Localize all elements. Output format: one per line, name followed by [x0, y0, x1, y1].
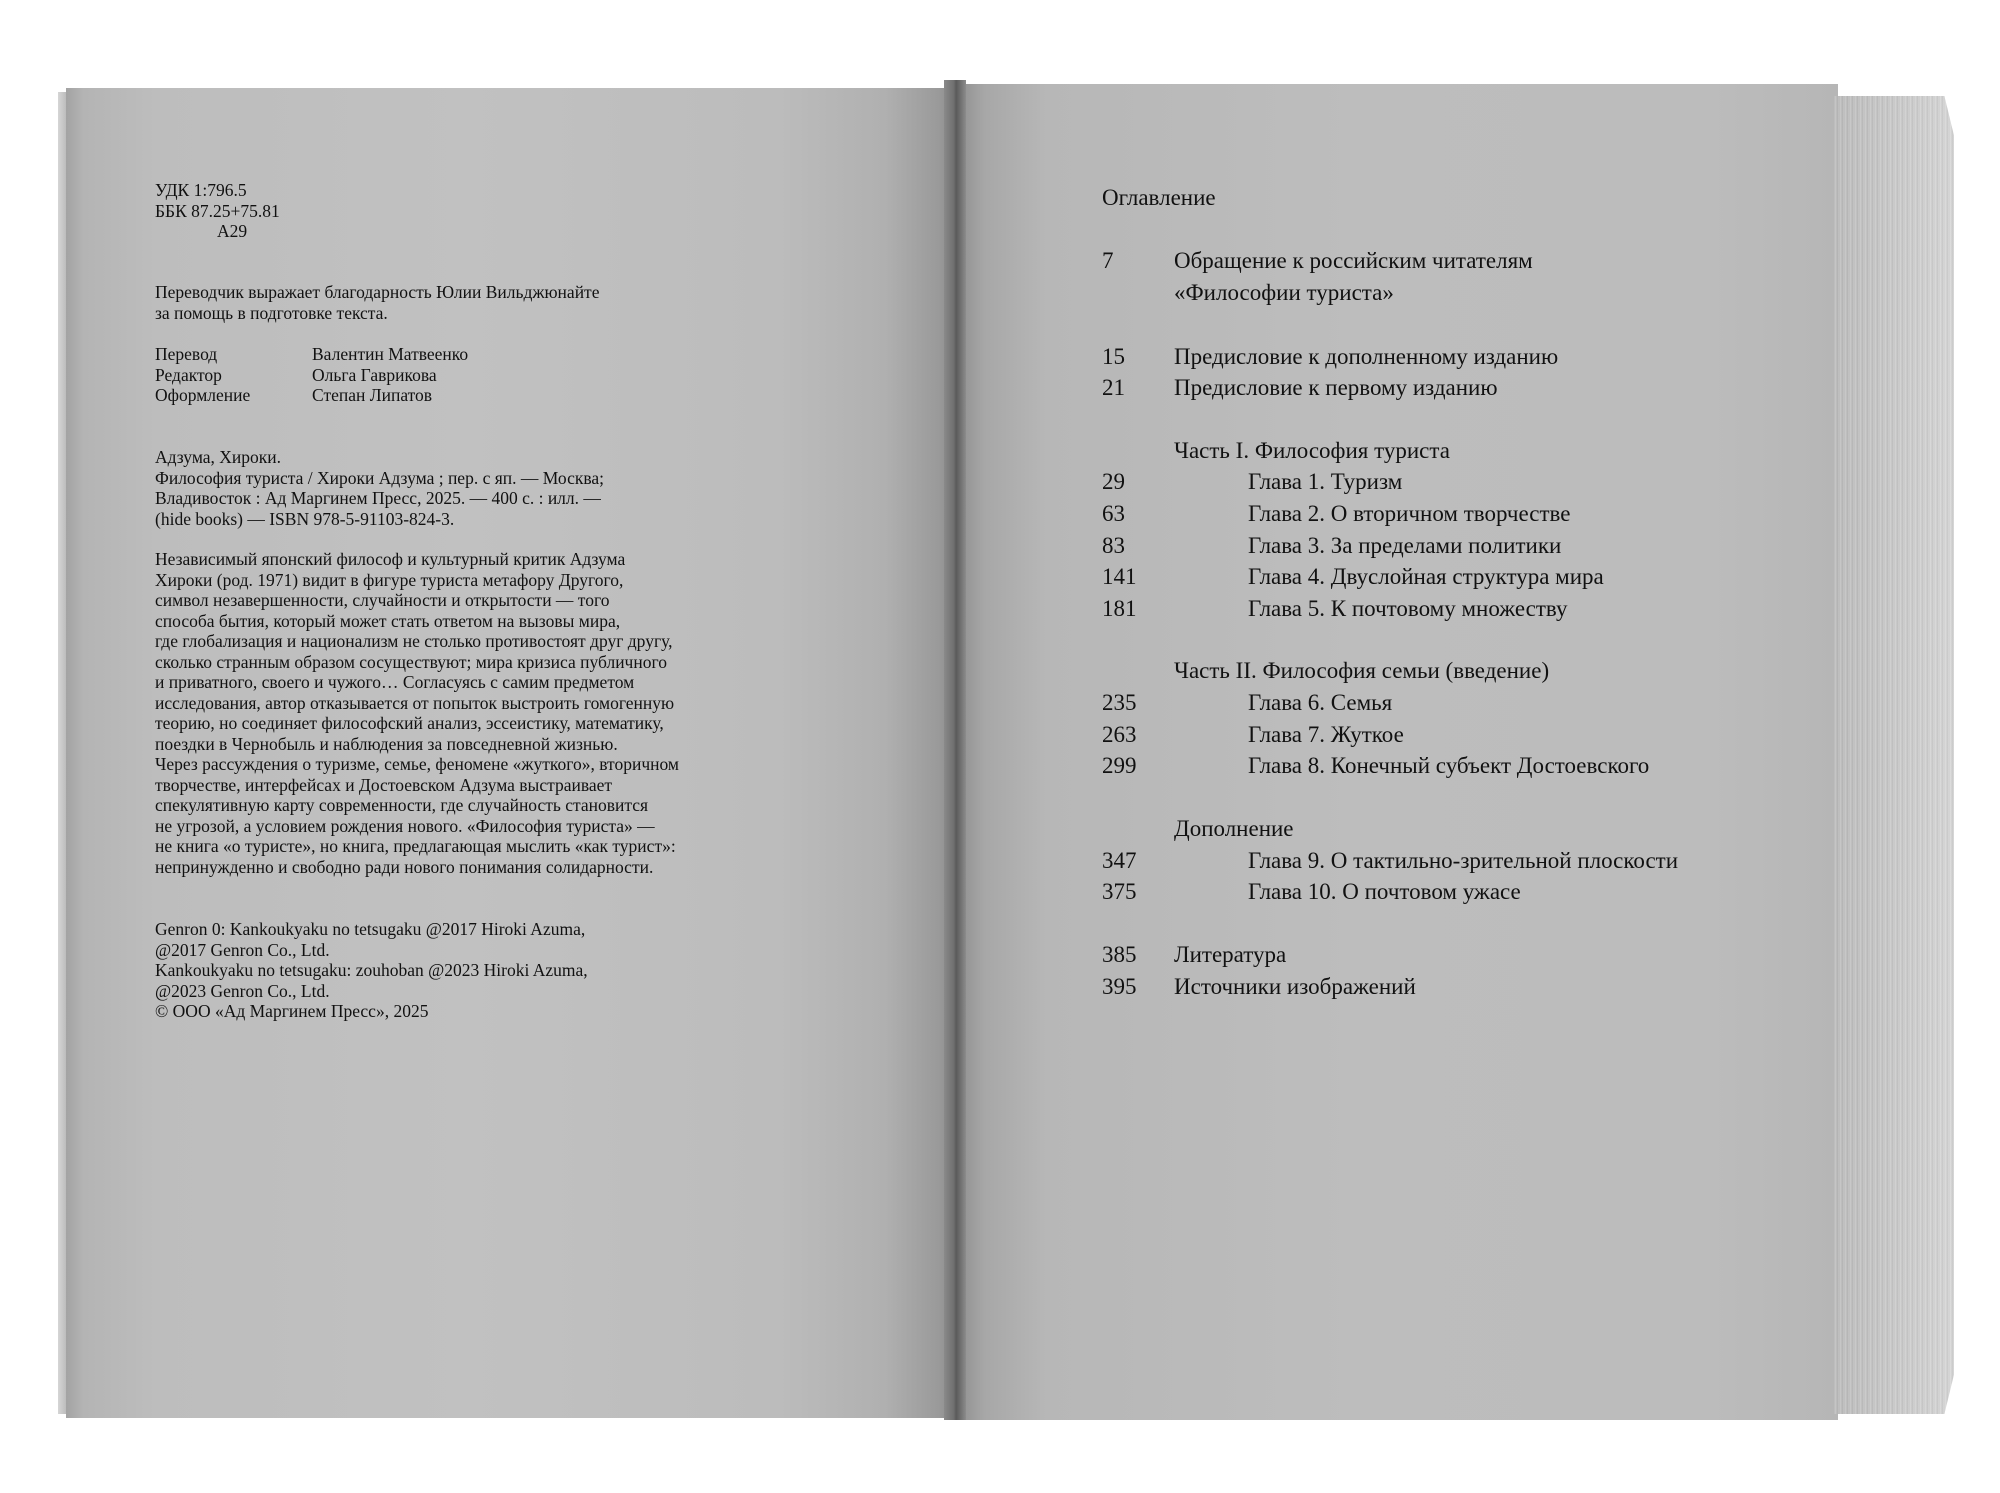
catalog-line: Владивосток : Ад Маргинем Пресс, 2025. — 400 с. : илл. — [155, 488, 601, 508]
annotation-line: и приватного, своего и чужого… Согласуясь с самим предметом [155, 672, 635, 692]
toc-page-number: 299 [1102, 753, 1137, 778]
annotation-line: сколько странным образом сосуществуют; мира кризиса публичного [155, 651, 667, 672]
author-mark: А29 [217, 221, 248, 241]
annotation-line: непринужденно и свободно ради нового понимания солидарности. [155, 856, 654, 877]
annotation-line: теорию, но соединяет философский анализ, эссеистику, математику, [155, 713, 664, 733]
annotation-line: не угрозой, а условием рождения нового. «Философия туриста» — [155, 815, 655, 836]
toc-entry: Предисловие к дополненному изданию [1174, 344, 1559, 369]
toc-chapter: Глава 7. Жуткое [1248, 722, 1404, 747]
catalog-line: (hide books) — ISBN 978-5-91103-824-3. [155, 508, 455, 529]
toc-entry: Источники изображений [1174, 974, 1416, 999]
copyright-line: Genron 0: Kankoukyaku no tetsugaku @2017 Hiroki Azuma, [155, 919, 586, 939]
copyright-line: Kankoukyaku no tetsugaku: zouhoban @2023 Hiroki Azuma, [155, 960, 588, 980]
translator-thanks [155, 282, 599, 323]
toc-page-number: 181 [1102, 596, 1137, 621]
toc-page-number: 7 [1102, 248, 1114, 273]
credits-block [155, 344, 468, 406]
page-stack-shade [1834, 96, 1954, 1414]
toc-chapter: Глава 10. О почтовом ужасе [1248, 879, 1521, 904]
toc-chapter: Глава 3. За пределами политики [1248, 533, 1562, 558]
credit-row [155, 365, 468, 386]
annotation-line: спекулятивную карту современности, где случайность становится [155, 795, 649, 815]
toc-part-heading: Часть I. Философия туриста [1174, 438, 1450, 463]
toc-part-heading: Дополнение [1174, 816, 1294, 841]
copyright-line: @2023 Genron Co., Ltd. [155, 980, 330, 1001]
toc-page-number: 83 [1102, 533, 1125, 558]
copyright-line: © ООО «Ад Маргинем Пресс», 2025 [155, 1001, 429, 1021]
catalog-line: Философия туриста / Хироки Адзума ; пер. с яп. — Москва; [155, 467, 605, 488]
book-gutter [944, 80, 966, 1420]
toc-page-number: 29 [1102, 469, 1125, 494]
copyright-block [155, 919, 588, 1022]
credit-role: Редактор [155, 364, 222, 385]
toc-page-number: 141 [1102, 564, 1137, 589]
annotation-line: поездки в Чернобыль и наблюдения за повседневной жизнью. [155, 733, 618, 754]
toc-chapter: Глава 1. Туризм [1248, 469, 1403, 494]
thanks-line: Переводчик выражает благодарность Юлии Вильджюнайте [155, 282, 600, 302]
toc-page-number: 385 [1102, 942, 1137, 967]
toc-chapter: Глава 8. Конечный субъект Достоевского [1248, 753, 1650, 778]
credit-role: Перевод [155, 344, 218, 364]
udk-block [155, 180, 280, 242]
credit-row [155, 344, 468, 365]
toc-chapter: Глава 6. Семья [1248, 690, 1393, 715]
credit-name: Валентин Матвеенко [312, 344, 469, 364]
toc-page-number: 375 [1102, 879, 1137, 904]
toc-part-heading: Часть II. Философия семьи (введение) [1174, 658, 1550, 683]
catalog-line: Адзума, Хироки. [155, 447, 282, 467]
toc-title: Оглавление [1102, 185, 1216, 210]
annotation-line: Независимый японский философ и культурный критик Адзума [155, 549, 626, 569]
toc-page-number: 347 [1102, 848, 1137, 873]
annotation-line: не книга «о туристе», но книга, предлагающая мыслить «как турист»: [155, 836, 676, 856]
annotation-line: Через рассуждения о туризме, семье, феномене «жуткого», вторичном [155, 754, 680, 774]
thanks-line: за помощь в подготовке текста. [155, 302, 388, 323]
toc-page-number: 395 [1102, 974, 1137, 999]
book-annotation [155, 549, 679, 877]
toc-entry: «Философии туриста» [1174, 280, 1394, 305]
annotation-line: способа бытия, который может стать ответом на вызовы мира, [155, 610, 621, 631]
toc-page-number: 15 [1102, 344, 1125, 369]
bbk-line: ББК 87.25+75.81 [155, 200, 280, 221]
toc-page-number: 263 [1102, 722, 1137, 747]
toc-entry: Обращение к российским читателям [1174, 248, 1533, 273]
annotation-line: творчестве, интерфейсах и Достоевском Адзума выстраивает [155, 774, 613, 795]
toc-page-number: 63 [1102, 501, 1125, 526]
udk-line: УДК 1:796.5 [155, 180, 247, 200]
toc-page-number: 21 [1102, 375, 1125, 400]
credit-name: Ольга Гаврикова [312, 364, 437, 385]
annotation-line: исследования, автор отказывается от попыток выстроить гомогенную [155, 692, 675, 713]
credit-row [155, 385, 468, 406]
toc-chapter: Глава 4. Двуслойная структура мира [1248, 564, 1604, 589]
toc-chapter: Глава 9. О тактильно-зрительной плоскости [1248, 848, 1679, 873]
toc-entry: Литература [1174, 942, 1287, 967]
toc-chapter: Глава 5. К почтовому множеству [1248, 596, 1568, 621]
annotation-line: где глобализация и национализм не столько противостоят друг другу, [155, 631, 673, 651]
copyright-line: @2017 Genron Co., Ltd. [155, 939, 330, 960]
catalog-record [155, 447, 604, 529]
annotation-line: Хироки (род. 1971) видит в фигуре туриста метафору Другого, [155, 569, 624, 590]
toc-page-number: 235 [1102, 690, 1137, 715]
credit-name: Степан Липатов [312, 385, 433, 405]
toc-entry: Предисловие к первому изданию [1174, 375, 1498, 400]
credit-role: Оформление [155, 385, 251, 405]
toc-chapter: Глава 2. О вторичном творчестве [1248, 501, 1571, 526]
annotation-line: символ незавершенности, случайности и открытости — того [155, 590, 610, 610]
